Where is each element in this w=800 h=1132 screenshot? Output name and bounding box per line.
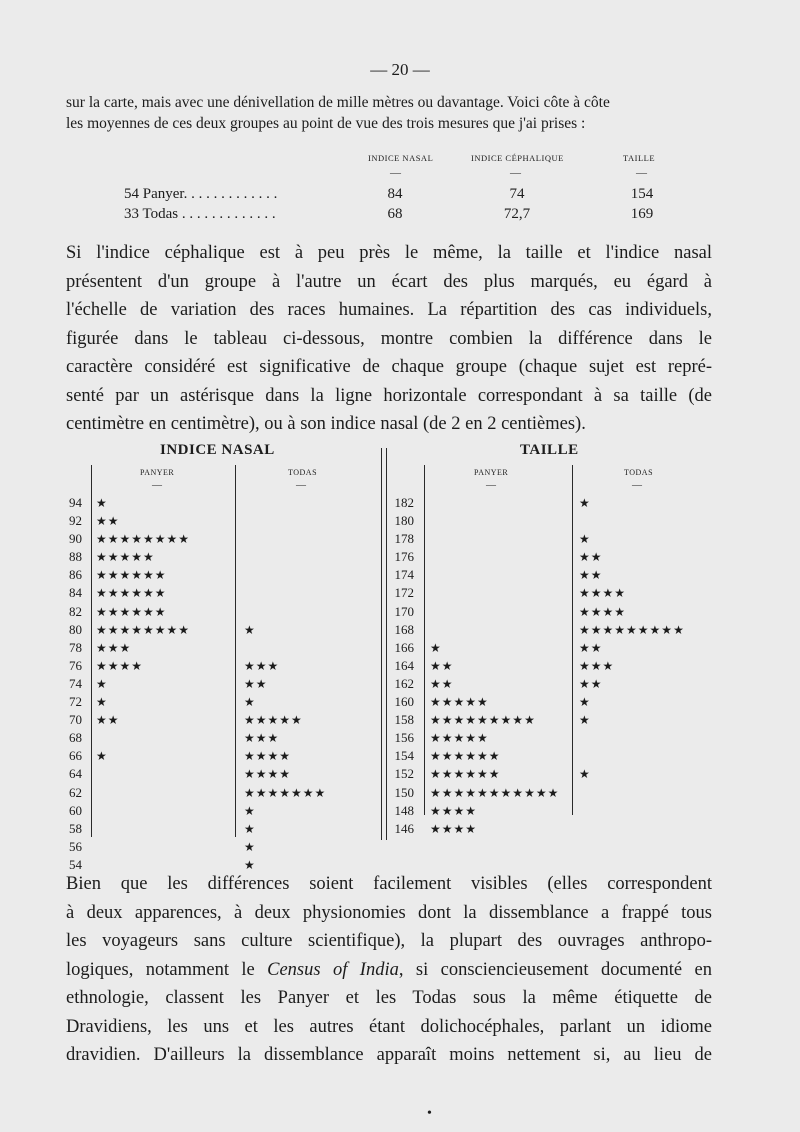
sub-dash: — [486,480,496,491]
taille-row [0,784,800,802]
nasal-value: 56 [69,838,82,854]
taille-value: 164 [394,657,414,673]
nasal-todas-stars: ★★★★★ [244,713,303,728]
nasal-todas-stars: ★ [244,695,256,710]
nasal-title: INDICE NASAL [160,442,275,458]
summary-col-taille [612,184,672,224]
citation-census-of-india: Census of India [267,959,399,980]
nasal-value: 78 [69,639,82,655]
nasal-todas-stars: ★★★ [244,658,280,673]
text-line: présentent d'un groupe à l'autre un écart des plus marqués, eu égard à [66,271,712,292]
taille-panyer-stars: ★★★★★ [430,695,489,710]
taille-panyer-header: PANYER [474,468,509,477]
nasal-panyer-header: PANYER [140,468,175,477]
page-number: — 20 — [370,60,430,79]
nasal-panyer-stars: ★ [96,749,108,764]
taille-value: 158 [394,712,414,728]
nasal-value: 62 [69,784,82,800]
nasal-todas-stars: ★ [244,803,256,818]
taille-panyer-stars: ★★ [430,658,454,673]
taille-value: 174 [394,567,414,583]
taille-grid [0,494,800,838]
taille-row [0,820,800,838]
taille-row [0,494,800,512]
nasal-value: 60 [69,802,82,818]
taille-todas-header: TODAS [624,468,654,477]
text-line: à deux apparences, à deux physionomies dont la dissemblance a frappé tous [66,902,712,923]
taille-row [0,675,800,693]
summary-cell: 169 [630,206,654,222]
nasal-value: 64 [69,766,82,782]
taille-value: 154 [394,748,414,764]
taille-todas-stars: ★★ [579,550,603,565]
paragraph-explanation [66,239,712,439]
nasal-value: 54 [69,856,82,872]
nasal-value: 92 [69,513,82,529]
nasal-panyer-stars: ★★★★★★ [96,568,167,583]
sub-dash: — [296,480,306,491]
nasal-panyer-stars: ★★★★★★ [96,604,167,619]
nasal-value: 58 [69,820,82,836]
taille-panyer-stars: ★★★★★★ [430,767,501,782]
summary-row-labels [124,184,277,224]
summary-col-cephalique [487,184,547,224]
nasal-panyer-stars: ★★★★★★★★ [96,532,191,547]
taille-panyer-stars: ★ [430,640,442,655]
nasal-value: 94 [69,495,82,510]
nasal-value: 80 [69,621,82,637]
nasal-panyer-stars: ★★ [96,713,120,728]
taille-value: 160 [394,694,414,710]
paragraph-conclusion [66,870,712,1070]
text-line: senté par un astérisque dans la ligne horizontale correspondant à sa taille (de [66,385,712,406]
nasal-value: 84 [69,585,82,601]
summary-cell: 72,7 [503,206,531,222]
taille-value: 178 [394,531,414,547]
taille-value: 152 [394,766,414,782]
summary-dash: — [390,167,401,179]
taille-value: 146 [394,820,414,836]
taille-row [0,693,800,711]
taille-panyer-stars: ★★★★★ [430,731,489,746]
taille-todas-stars: ★★★★★★★★★ [579,622,685,637]
text-segment: logiques, notamment le [66,959,268,980]
taille-todas-stars: ★★ [579,640,603,655]
nasal-todas-stars: ★ [244,821,256,836]
taille-panyer-stars: ★★ [430,676,454,691]
nasal-row [0,838,380,856]
taille-panyer-stars: ★★★★★★★★★★★ [430,785,560,800]
text-line: dravidien. D'ailleurs la dissemblance apparaît moins nettement si, au lieu de [66,1045,712,1065]
taille-todas-stars: ★★★★ [579,604,627,619]
taille-row [0,747,800,765]
taille-value: 156 [394,730,414,746]
summary-header-cephalique: INDICE CÉPHALIQUE [471,153,564,163]
taille-todas-stars: ★ [579,713,591,728]
nasal-value: 76 [69,657,82,673]
taille-value: 172 [394,585,414,601]
taille-todas-stars: ★★ [579,568,603,583]
text-line: Bien que les différences soient facilement visibles (elles correspondent [66,874,712,894]
nasal-panyer-stars: ★★★ [96,640,132,655]
text-line: figurée dans le tableau ci-dessous, montre combien la différence dans le [66,328,712,349]
taille-row [0,711,800,729]
summary-cell: 68 [387,206,403,222]
text-line: centimètre en centimètre), ou à son indice nasal (de 2 en 2 centièmes). [66,414,586,434]
summary-cell: 84 [387,186,403,202]
taille-value: 162 [394,675,414,691]
taille-title: TAILLE [520,442,579,458]
text-line: Si l'indice céphalique est à peu près le même, la taille et l'indice nasal [66,243,712,263]
taille-todas-stars: ★★★★ [579,586,627,601]
nasal-todas-header: TODAS [288,468,318,477]
nasal-value: 86 [69,567,82,583]
taille-todas-stars: ★ [579,532,591,547]
nasal-panyer-stars: ★★★★ [96,658,144,673]
taille-row [0,512,800,530]
text-line: l'échelle de variation des races humaines. La répartition des cas individuels, [66,300,712,320]
taille-panyer-stars: ★★★★★★ [430,749,501,764]
taille-panyer-stars: ★★★★★★★★★ [430,713,536,728]
nasal-value: 82 [69,603,82,619]
summary-dash: — [510,167,521,179]
summary-cell: 74 [509,186,525,202]
text-line: les voyageurs sans culture scientifique), la plupart des ouvrages anthropo- [66,931,712,951]
taille-row [0,548,800,566]
taille-row [0,765,800,783]
summary-header-nasal: INDICE NASAL [368,153,434,163]
taille-todas-stars: ★★ [579,676,603,691]
nasal-value: 88 [69,549,82,565]
text-line-with-citation [66,956,712,985]
taille-value: 150 [394,784,414,800]
nasal-todas-stars: ★★★★ [244,767,292,782]
nasal-value: 66 [69,748,82,764]
text-line: Dravidiens, les uns et les autres étant dolichocéphales, parlant un idiome [66,1016,712,1037]
taille-value: 166 [394,639,414,655]
nasal-panyer-stars: ★ [96,676,108,691]
taille-panyer-stars: ★★★★ [430,803,478,818]
summary-dash: — [636,167,647,179]
nasal-value: 70 [69,712,82,728]
nasal-panyer-stars: ★ [96,496,108,510]
nasal-todas-stars: ★★ [244,676,268,691]
nasal-panyer-stars: ★★★★★ [96,550,155,565]
taille-value: 168 [394,621,414,637]
taille-value: 176 [394,549,414,565]
taille-value: 148 [394,802,414,818]
intro-line: les moyennes de ces deux groupes au point de vue des trois mesures que j'ai prises : [66,115,586,132]
summary-row-label: 33 Todas . . . . . . . . . . . . . [124,206,276,222]
taille-row [0,729,800,747]
sub-dash: — [632,480,642,491]
nasal-panyer-stars: ★★★★★★★★ [96,622,191,637]
nasal-panyer-stars: ★ [96,695,108,710]
summary-col-nasal [365,184,425,224]
nasal-todas-stars: ★ [244,839,256,854]
text-line: caractère considéré est significative de chaque groupe (chaque sujet est repré- [66,357,712,377]
summary-cell: 154 [630,186,654,202]
nasal-todas-stars: ★★★ [244,731,280,746]
nasal-todas-stars: ★ [244,857,256,872]
taille-todas-stars: ★ [579,496,591,510]
taille-row [0,584,800,602]
taille-value: 170 [394,603,414,619]
nasal-todas-stars: ★ [244,622,256,637]
taille-todas-stars: ★ [579,767,591,782]
taille-panyer-stars: ★★★★ [430,821,478,836]
taille-value: 180 [394,513,414,529]
summary-header-taille: TAILLE [623,153,656,163]
sub-dash: — [152,480,162,491]
nasal-todas-stars: ★★★★★★★ [244,785,327,800]
nasal-todas-stars: ★★★★ [244,749,292,764]
taille-row [0,802,800,820]
nasal-panyer-stars: ★★★★★★ [96,586,167,601]
footer-mark: • [427,1106,432,1121]
nasal-value: 74 [69,675,82,691]
nasal-panyer-stars: ★★ [96,514,120,529]
taille-row [0,530,800,548]
intro-paragraph [66,92,610,134]
taille-value: 182 [394,495,414,510]
taille-row [0,603,800,621]
taille-row [0,621,800,639]
taille-row [0,639,800,657]
taille-row [0,566,800,584]
taille-todas-stars: ★★★ [579,658,615,673]
taille-row [0,657,800,675]
nasal-value: 72 [69,694,82,710]
summary-row-label: 54 Panyer. . . . . . . . . . . . . [124,186,278,202]
taille-todas-stars: ★ [579,695,591,710]
text-line: ethnologie, classent les Panyer et les Todas sous la même étiquette de [66,988,712,1008]
nasal-value: 68 [69,730,82,746]
nasal-value: 90 [69,531,82,547]
text-segment: , si consciencieusement documenté en [398,959,713,980]
intro-line: sur la carte, mais avec une dénivellation de mille mètres ou davantage. Voici côte à côte [66,94,610,111]
